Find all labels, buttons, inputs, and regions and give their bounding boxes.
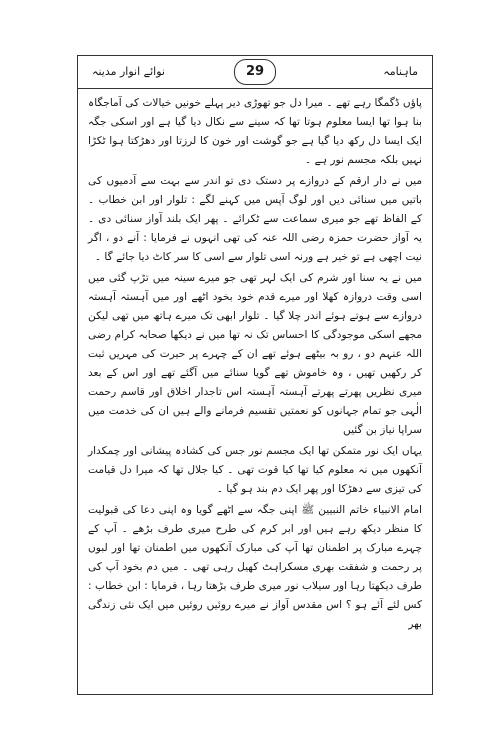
- paragraph-3: میں نے یہ سنا اور شرم کی ایک لہر تھی جو میرے سینہ میں تڑپ گئی میں اسی وقت دروازہ کھلا اور میرے قدم خود بخود اٹھے اور میں آہستہ آہستہ دروازے سے ہوتے ہوئے اندر چلا گیا ۔ تلوار ابھی تک میرے ہاتھ میں تھی لیکن مجھے اسکی موجودگی کا احساس تک نہ تھا میں نے دیکھا صحابہ کرام رضی اللہ عنہم دو ، رو بہ بیٹھے ہوئے تھے ان کے چہرے پر حیرت کی مہریں ثبت کر رکھیں تھیں ، وہ خاموش تھے گویا سنائے میں آگئے تھے اور اس کے بعد میری نظریں پھرتے پھرتے آہستہ آہستہ اس تاجدار اخلاق اور قاسم رحمت الٰہی جو تمام جہانوں کو نعمتیں تقسیم فرمانے والے ہیں ان کی خدمت میں سراپا نیاز بن گئیں: [88, 272, 422, 436]
- publication-title: نوائے انوار مدینہ: [92, 65, 165, 78]
- paragraph-1: پاؤں ڈگمگا رہے تھے ۔ میرا دل جو تھوڑی دیر پہلے خونیں خیالات کی آماجگاہ بنا ہوا تھا ایسا معلوم ہوتا تھا کہ سینے سے نکال دیا گیا ہے اور اسکی جگہ ایک ایسا دل رکھ دیا گیا ہے جو گوشت اور خون کا لرزتا اور دھڑکتا ہوا ٹکڑا نہیں بلکہ مجسم نور ہے ۔: [88, 97, 422, 166]
- paragraph-4: یہاں ایک نور متمکن تھا ایک مجسم نور جس کی کشادہ پیشانی اور چمکدار آنکھوں میں نہ معلوم کیا تھا کیا قوت تھی ۔ کیا جلال تھا کہ میرا دل قیامت کی تیزی سے دھڑکا اور پھر ایک دم بند ہو گیا ۔: [88, 445, 422, 495]
- page-frame: [77, 55, 433, 695]
- page-number: 29: [234, 59, 276, 85]
- magazine-label: ماہنامہ: [383, 65, 418, 78]
- article-body: [88, 94, 422, 636]
- paragraph-5: امام الانبیاء خاتم النبیین ﷺ اپنی جگہ سے اٹھے گویا وہ اپنی دعا کی قبولیت کا منظر دیکھ رہے ہیں اور ابر کرم کی طرح میری طرف بڑھے ۔ آپ کے چہرے مبارک پر اطمنان تھا آپ کی مبارک آنکھوں میں اطمنان تھا اور لبوں پر رحمت و شفقت بھری مسکراہٹ کھیل رہی تھی ۔ میں دم بخود آپ کی طرف دیکھتا رہا اور سیلاب نور میری طرف بڑھتا رہا ، فرمایا : ابن خطاب : کس لئے آئے ہو ؟ اس مقدس آواز نے میرے روئیں روئیں میں ایک نئی زندگی بھر: [88, 504, 422, 630]
- paragraph-2: میں نے دار ارقم کے دروازے پر دستک دی تو اندر سے بہت سے آدمیوں کی باتیں میں سنائی دیں اور لوگ آپس میں کہنے لگے : تلوار اور ابن خطاب ۔ کے الفاظ تھے جو میری سماعت سے ٹکرائے ۔ پھر ایک بلند آواز سنائی دی ۔ یہ آواز حضرت حمزہ رضی اللہ عنہ کی تھی انہوں نے فرمایا : آنے دو ، اگر نیت اچھی ہے تو خیر ہے ورنہ اسی تلوار سے اسی کا سر کاٹ دیا جائے گا ۔: [88, 175, 422, 263]
- page-header: [78, 56, 432, 89]
